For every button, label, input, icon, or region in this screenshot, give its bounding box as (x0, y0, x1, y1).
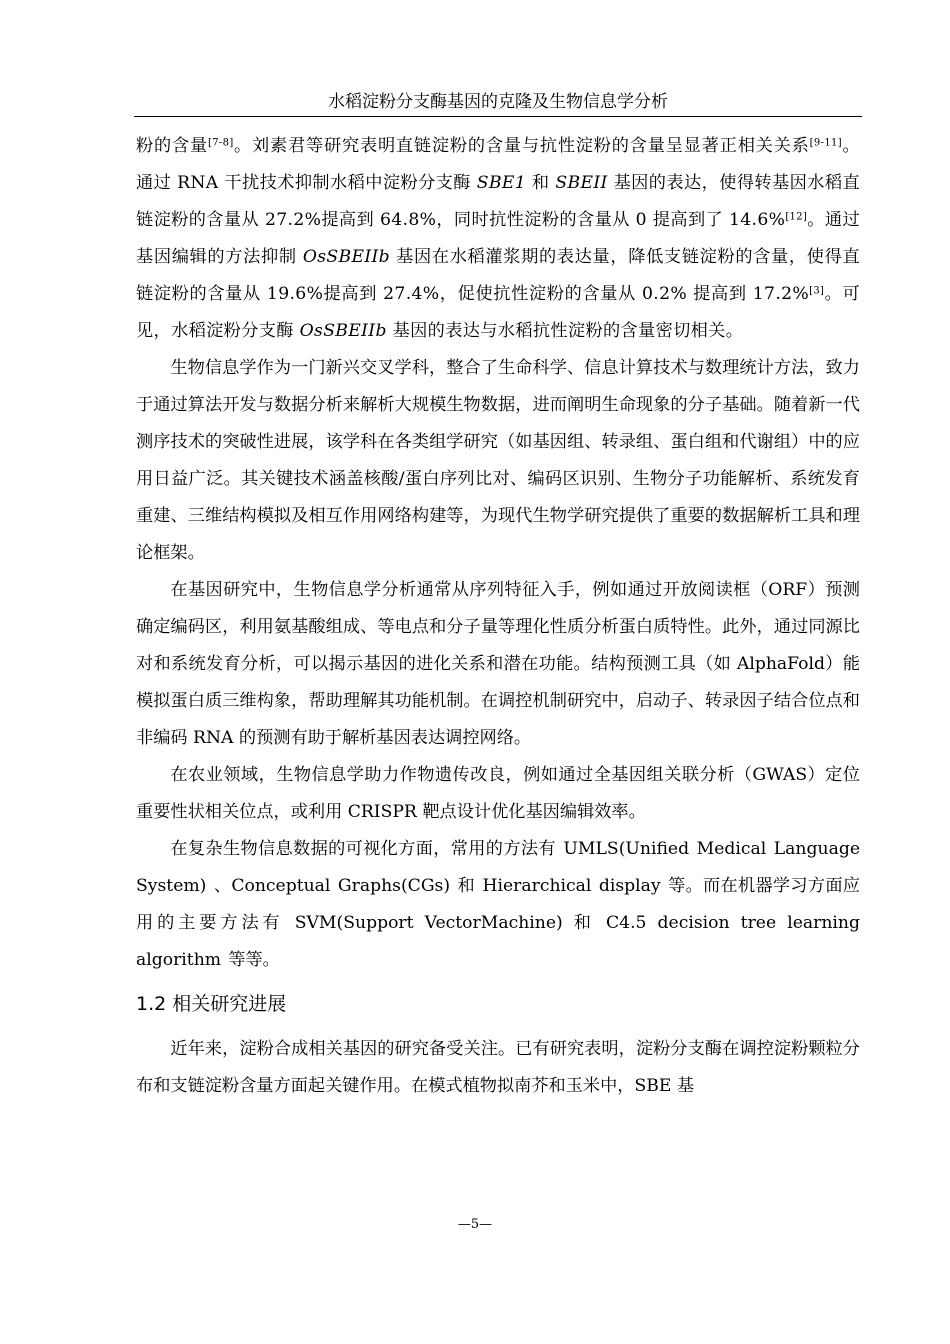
paragraph-visualization-methods: 在复杂生物信息数据的可视化方面，常用的方法有 UMLS(Unified Medical Language System) 、Conceptual Graphs(CGs) 和 Hierarchical display 等。而在机器学习方面应用的主要方法有 SVM(Support VectorMachine) 和 C4.5 decision tree learning algorithm 等等。 (136, 839, 860, 970)
document-body (136, 128, 860, 1105)
text-run: 基因在水稻灌浆期的表达量，降低支链淀粉的含量，使得直链淀粉的含量从 19.6%提高到 27.4%，促使抗性淀粉的含量从 0.2% 提高到 17.2% (136, 247, 860, 304)
section-heading: 1.2 相关研究进展 (136, 993, 287, 1015)
paragraph-research-progress: 近年来，淀粉合成相关基因的研究备受关注。已有研究表明，淀粉分支酶在调控淀粉颗粒分布和支链淀粉含量方面起关键作用。在模式植物拟南芥和玉米中，SBE 基 (136, 1039, 860, 1096)
gene-name: OsSBEIIb (302, 247, 391, 267)
gene-name: SBE1 (476, 173, 527, 193)
running-header: 水稻淀粉分支酶基因的克隆及生物信息学分析 (134, 90, 862, 117)
text-run: 。通过基因编辑的方法抑制 (136, 210, 860, 267)
citation: [9-11] (809, 137, 842, 149)
text-run: 。刘素君等研究表明直链淀粉的含量与抗性淀粉的含量呈显著正相关关系 (233, 136, 810, 156)
text-run: 粉的含量 (136, 136, 208, 156)
text-run: 基因的表达，使得转基因水稻直链淀粉的含量从 27.2%提高到 64.8%，同时抗性淀粉的含量从 0 提高到了 14.6% (136, 173, 860, 230)
citation: [3] (809, 285, 825, 297)
gene-name: OsSBEIIb (299, 321, 387, 341)
text-run: 和 (526, 173, 556, 193)
citation: [12] (785, 211, 808, 223)
text-run: 。可见，水稻淀粉分支酶 (136, 284, 860, 341)
paragraph-bioinformatics-intro: 生物信息学作为一门新兴交叉学科，整合了生命科学、信息计算技术与数理统计方法，致力于通过算法开发与数据分析来解析大规模生物数据，进而阐明生命现象的分子基础。随着新一代测序技术的突破性进展，该学科在各类组学研究（如基因组、转录组、蛋白组和代谢组）中的应用日益广泛。其关键技术涵盖核酸/蛋白序列比对、编码区识别、生物分子功能解析、系统发育重建、三维结构模拟及相互作用网络构建等，为现代生物学研究提供了重要的数据解析工具和理论框架。 (136, 358, 860, 563)
text-run: 。通过 RNA 干扰技术抑制水稻中淀粉分支酶 (136, 136, 860, 193)
citation: [7-8] (207, 137, 234, 149)
paragraph-agriculture: 在农业领域，生物信息学助力作物遗传改良，例如通过全基因组关联分析（GWAS）定位重要性状相关位点，或利用 CRISPR 靶点设计优化基因编辑效率。 (136, 765, 860, 822)
gene-name: SBEII (555, 173, 608, 193)
text-run: 基因的表达与水稻抗性淀粉的含量密切相关。 (386, 321, 744, 341)
page-number: —5— (457, 1217, 493, 1232)
paragraph-starch-content (136, 128, 860, 350)
paragraph-gene-research: 在基因研究中，生物信息学分析通常从序列特征入手，例如通过开放阅读框（ORF）预测确定编码区，利用氨基酸组成、等电点和分子量等理化性质分析蛋白质特性。此外，通过同源比对和系统发育分析，可以揭示基因的进化关系和潜在功能。结构预测工具（如 AlphaFold）能模拟蛋白质三维构象，帮助理解其功能机制。在调控机制研究中，启动子、转录因子结合位点和非编码 RNA 的预测有助于解析基因表达调控网络。 (136, 580, 860, 748)
